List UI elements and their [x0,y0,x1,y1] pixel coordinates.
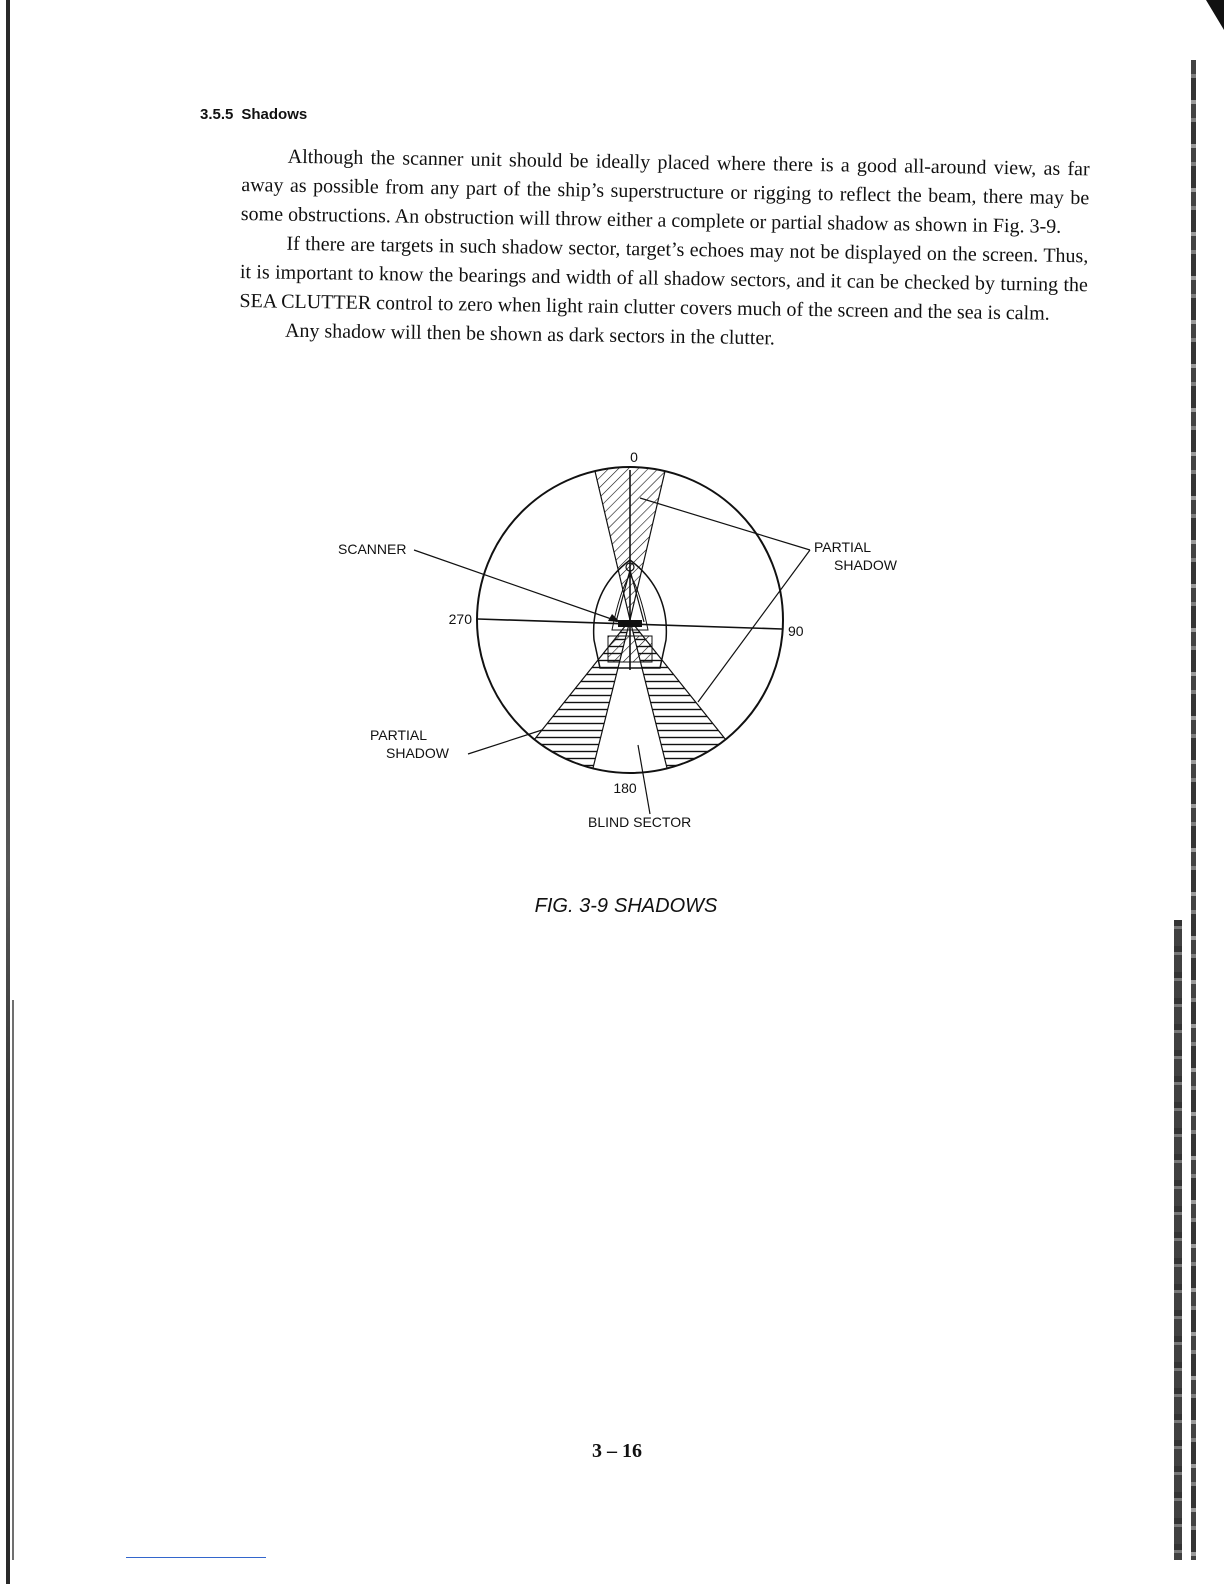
figure-caption [0,895,1224,918]
bearing-label-0: 0 [630,449,638,465]
scan-corner-mark [1206,0,1224,30]
section-heading [200,106,307,123]
scan-left-edge-secondary [12,1000,14,1560]
scan-right-edge [1191,60,1196,1560]
bearing-label-270: 270 [448,611,472,627]
partial-shadow-right-label-line2: SHADOW [834,557,897,573]
blind-sector-label: BLIND SECTOR [588,814,692,830]
partial-shadow-leader-top [640,498,810,550]
partial-shadow-left-label-line2: SHADOW [386,745,449,761]
partial-shadow-right-label-line1: PARTIAL [814,539,872,555]
paragraph-2: If there are targets in such shadow sector, target’s echoes may not be displayed on the screen. Thus, it is important to know the bearings and width of all shadow sectors, and it can be checked by turning the SEA CLUTTER control to zero when light rain clutter covers much of the screen and the sea is calm. [239,232,1089,325]
scanner-leader-line [414,550,620,622]
bearing-label-180: 180 [613,780,637,796]
page-number: 3 – 16 [592,1440,642,1462]
section-title: Shadows [241,106,308,123]
scanner-label: SCANNER [338,541,407,557]
paragraph-1: Although the scanner unit should be ideally placed where there is a good all-around view, as far away as possible from any part of the ship’s superstructure or rigging to reflect the beam, there may be some obstructions. An obstruction will throw either a complete or partial shadow as shown in Fig. 3-9. [240,145,1090,238]
paragraph-3: Any shadow will then be shown as dark sectors in the clutter. [284,319,776,350]
figure-caption-title: SHADOWS [614,895,718,917]
body-text [239,142,1090,358]
partial-shadow-left-leader [468,730,542,754]
partial-shadow-left-label-line1: PARTIAL [370,727,428,743]
scan-left-edge [6,0,10,1584]
figure-caption-number: FIG. 3-9 [534,895,608,917]
scan-right-edge-secondary [1174,920,1182,1560]
shadows-diagram [320,440,920,860]
shadows-figure [320,440,920,860]
bearing-label-90: 90 [788,623,804,639]
scan-blue-line [126,1557,266,1558]
section-number: 3.5.5 [200,106,234,123]
